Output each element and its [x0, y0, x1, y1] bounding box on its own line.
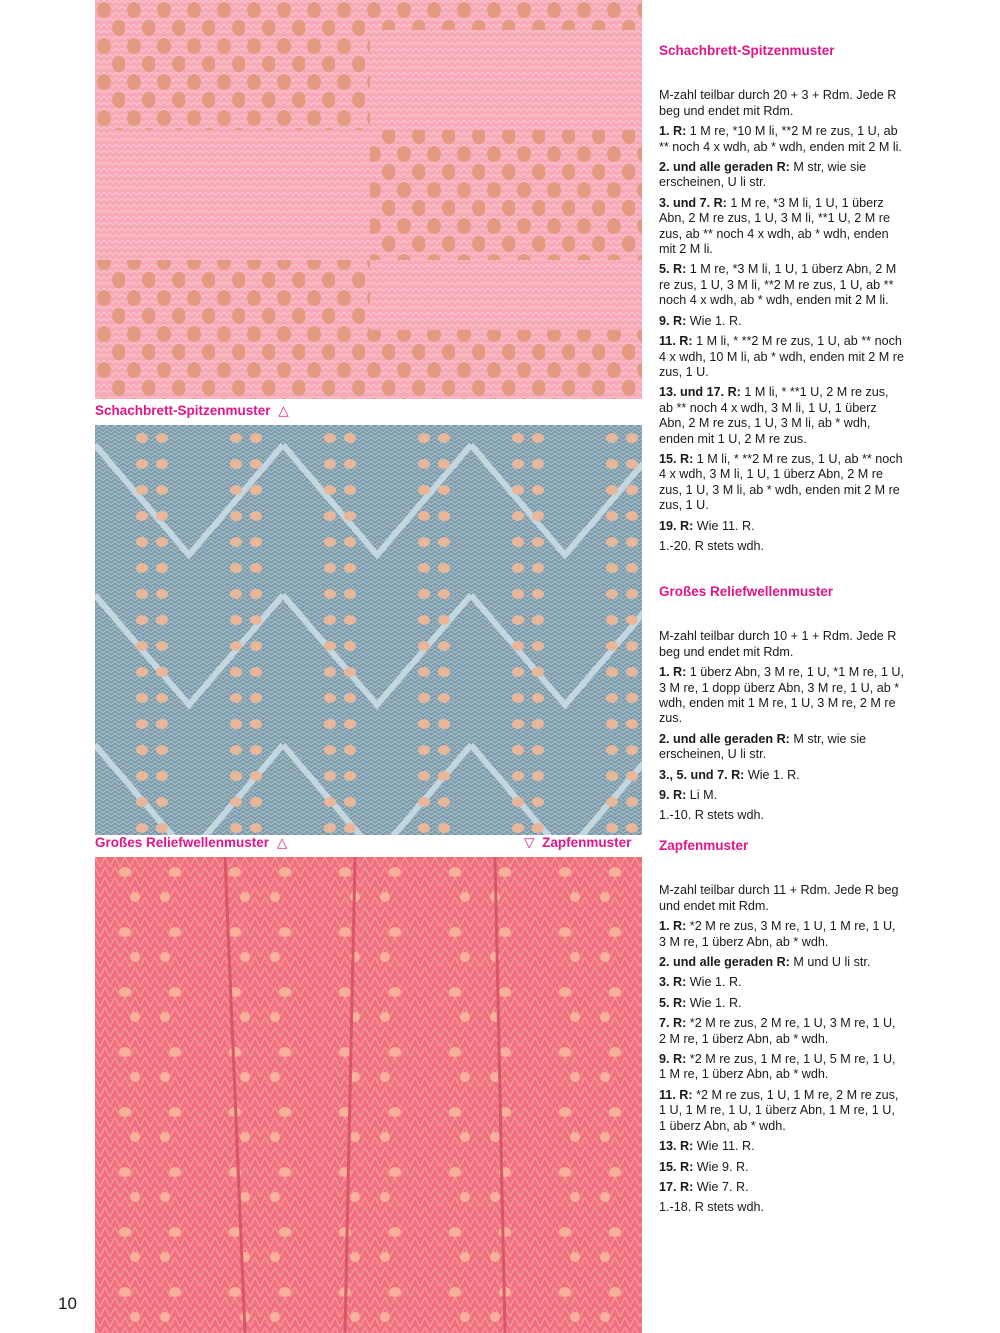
row-label: 2. und alle geraden R:: [659, 731, 790, 746]
row-text: M str, wie sie erscheinen, U li str.: [659, 731, 867, 762]
row-label: 5. R:: [659, 262, 687, 277]
instruction-row: [659, 1139, 904, 1154]
row-label: 5. R:: [659, 995, 687, 1010]
instruction-row: [659, 1052, 904, 1083]
instruction-row: [659, 732, 904, 763]
caption-zapfen: [520, 835, 631, 851]
caption-text: Schachbrett-Spitzenmuster: [95, 403, 271, 418]
instruction-row: [659, 314, 904, 329]
triangle-up-icon: △: [278, 403, 289, 418]
instruction-row: [659, 768, 904, 783]
row-text: *2 M re zus, 1 U, 1 M re, 2 M re zus, 1 U, 1 M re, 1 U, 1 überz Abn, 1 M re, 1 U, 1 überz Abn, ab * wdh.: [659, 1087, 899, 1133]
row-text: 1 M re, *3 M li, 1 U, 1 überz Abn, 2 M re zus, 1 U, 3 M li, **1 U, 2 M re zus, ab ** noch 4 x wdh, ab * wdh, enden mit 2 M li.: [659, 195, 890, 257]
caption-schachbrett: [95, 403, 293, 419]
row-label: 2. und alle geraden R:: [659, 160, 790, 175]
row-label: 17. R:: [659, 1179, 694, 1194]
row-text: 1 überz Abn, 3 M re, 1 U, *1 M re, 1 U, 3 M re, 1 dopp überz Abn, 3 M re, 1 U, ab * wdh, enden mit 1 M re, 1 U, 3 M re, 2 M re zus.: [659, 665, 904, 726]
instruction-row: [659, 539, 904, 554]
section-intro: M-zahl teilbar durch 20 + 3 + Rdm. Jede R beg und endet mit Rdm.: [659, 88, 897, 118]
row-text: Wie 1. R.: [686, 995, 742, 1010]
row-label: 9. R:: [659, 788, 687, 803]
row-label: 11. R:: [659, 334, 693, 349]
instruction-row: [659, 975, 904, 990]
instruction-row: [659, 1200, 904, 1215]
row-text: 1 M re, *3 M li, 1 U, 1 überz Abn, 2 M re zus, 1 U, 3 M li, **2 M re zus, 1 U, ab ** noch 4 x wdh, ab * wdh, enden mit 2 M li.: [659, 262, 897, 308]
row-label: 11. R:: [659, 1087, 693, 1102]
instruction-row: [659, 385, 904, 447]
caption-text: Großes Reliefwellenmuster: [95, 835, 270, 850]
instruction-row: [659, 665, 904, 727]
section-zapfen: [659, 838, 904, 1221]
row-text: 1 M re, *10 M li, **2 M re zus, 1 U, ab ** noch 4 x wdh, ab * wdh, enden mit 2 M li.: [659, 124, 902, 154]
instruction-row: [659, 262, 904, 308]
row-label: 13. und 17. R:: [659, 385, 741, 400]
row-text: *2 M re zus, 3 M re, 1 U, 1 M re, 1 U, 3 M re, 1 überz Abn, ab * wdh.: [659, 919, 896, 949]
row-text: Wie 1. R.: [744, 767, 800, 782]
instruction-row: [659, 452, 904, 514]
knit-photo-reliefwellen: [95, 425, 642, 835]
section-title: Schachbrett-Spitzenmuster: [659, 43, 835, 58]
row-label: 13. R:: [659, 1139, 694, 1154]
instruction-row: [659, 124, 904, 155]
row-label: 19. R:: [659, 518, 694, 533]
instruction-row: [659, 519, 904, 534]
row-label: 7. R:: [659, 1016, 687, 1031]
row-text: Li M.: [686, 788, 718, 803]
instruction-list: [659, 665, 904, 824]
instruction-row: [659, 1160, 904, 1175]
instruction-row: [659, 808, 904, 823]
row-text: Wie 7. R.: [693, 1179, 749, 1194]
instruction-row: [659, 334, 904, 380]
row-text: 1 M li, * **1 U, 2 M re zus, ab ** noch 4 x wdh, 3 M li, 1 U, 1 überz Abn, 2 M re zus, 1 U, 3 M li, ab * wdh, enden mit 1 U, 2 M re zus.: [659, 385, 889, 446]
row-label: 1. R:: [659, 919, 687, 934]
triangle-down-icon: ▽: [524, 835, 535, 850]
row-text: *2 M re zus, 2 M re, 1 U, 3 M re, 1 U, 2 M re, 1 überz Abn, ab * wdh.: [659, 1016, 896, 1046]
section-title: Zapfenmuster: [659, 838, 749, 853]
row-label: 9. R:: [659, 1052, 687, 1067]
row-label: 1. R:: [659, 124, 687, 139]
instruction-row: [659, 160, 904, 191]
row-label: 9. R:: [659, 313, 687, 328]
row-label: 15. R:: [659, 1159, 694, 1174]
row-text: M str, wie sie erscheinen, U li str.: [659, 160, 867, 190]
row-text: 1 M li, * **2 M re zus, 1 U, ab ** noch 4 x wdh, 10 M li, ab * wdh, enden mit 2 M re zus, 1 U.: [659, 334, 904, 379]
section-intro: M-zahl teilbar durch 10 + 1 + Rdm. Jede R beg und endet mit Rdm.: [659, 629, 897, 659]
row-text: Wie 11. R.: [693, 518, 755, 533]
row-text: Wie 9. R.: [693, 1159, 749, 1174]
section-title: Großes Reliefwellenmuster: [659, 584, 834, 599]
instruction-list: [659, 124, 904, 554]
instruction-row: [659, 955, 904, 970]
instruction-row: [659, 919, 904, 950]
instruction-row: [659, 196, 904, 258]
caption-reliefwellen: [95, 835, 291, 851]
section-intro: M-zahl teilbar durch 11 + Rdm. Jede R beg und endet mit Rdm.: [659, 883, 899, 913]
section-reliefwellen: [659, 584, 904, 829]
section-schachbrett: [659, 43, 904, 559]
row-text: Wie 1. R.: [686, 313, 742, 328]
knit-photo-schachbrett: [95, 0, 642, 399]
row-text: 1 M li, * **2 M re zus, 1 U, ab ** noch 4 x wdh, 3 M li, 1 U, 1 überz Abn, 2 M re zus, 1 U, 3 M li, ab * wdh, enden mit 2 M re zus, 1 U.: [659, 451, 903, 513]
row-label: 1. R:: [659, 665, 687, 680]
row-label: 3. R:: [659, 975, 687, 990]
instruction-row: [659, 788, 904, 803]
row-label: 15. R:: [659, 451, 694, 466]
instruction-row: [659, 1016, 904, 1047]
instruction-row: [659, 996, 904, 1011]
row-label: 3., 5. und 7. R:: [659, 767, 745, 782]
caption-text: Zapfenmuster: [542, 835, 632, 850]
knit-photo-zapfen: [95, 857, 642, 1333]
row-text: 1.-18. R stets wdh.: [659, 1200, 764, 1215]
row-label: 3. und 7. R:: [659, 195, 727, 210]
row-text: Wie 1. R.: [686, 975, 742, 990]
instruction-row: [659, 1088, 904, 1134]
row-text: 1.-20. R stets wdh.: [659, 538, 764, 553]
row-text: 1.-10. R stets wdh.: [659, 808, 764, 823]
row-label: 2. und alle geraden R:: [659, 955, 790, 970]
instruction-row: [659, 1180, 904, 1195]
page-number: 10: [58, 1294, 77, 1313]
row-text: Wie 11. R.: [693, 1139, 755, 1154]
row-text: M und U li str.: [789, 955, 871, 970]
triangle-up-icon: △: [276, 835, 288, 850]
row-text: *2 M re zus, 1 M re, 1 U, 5 M re, 1 U, 1 M re, 1 überz Abn, ab * wdh.: [659, 1052, 896, 1082]
instruction-list: [659, 919, 904, 1216]
